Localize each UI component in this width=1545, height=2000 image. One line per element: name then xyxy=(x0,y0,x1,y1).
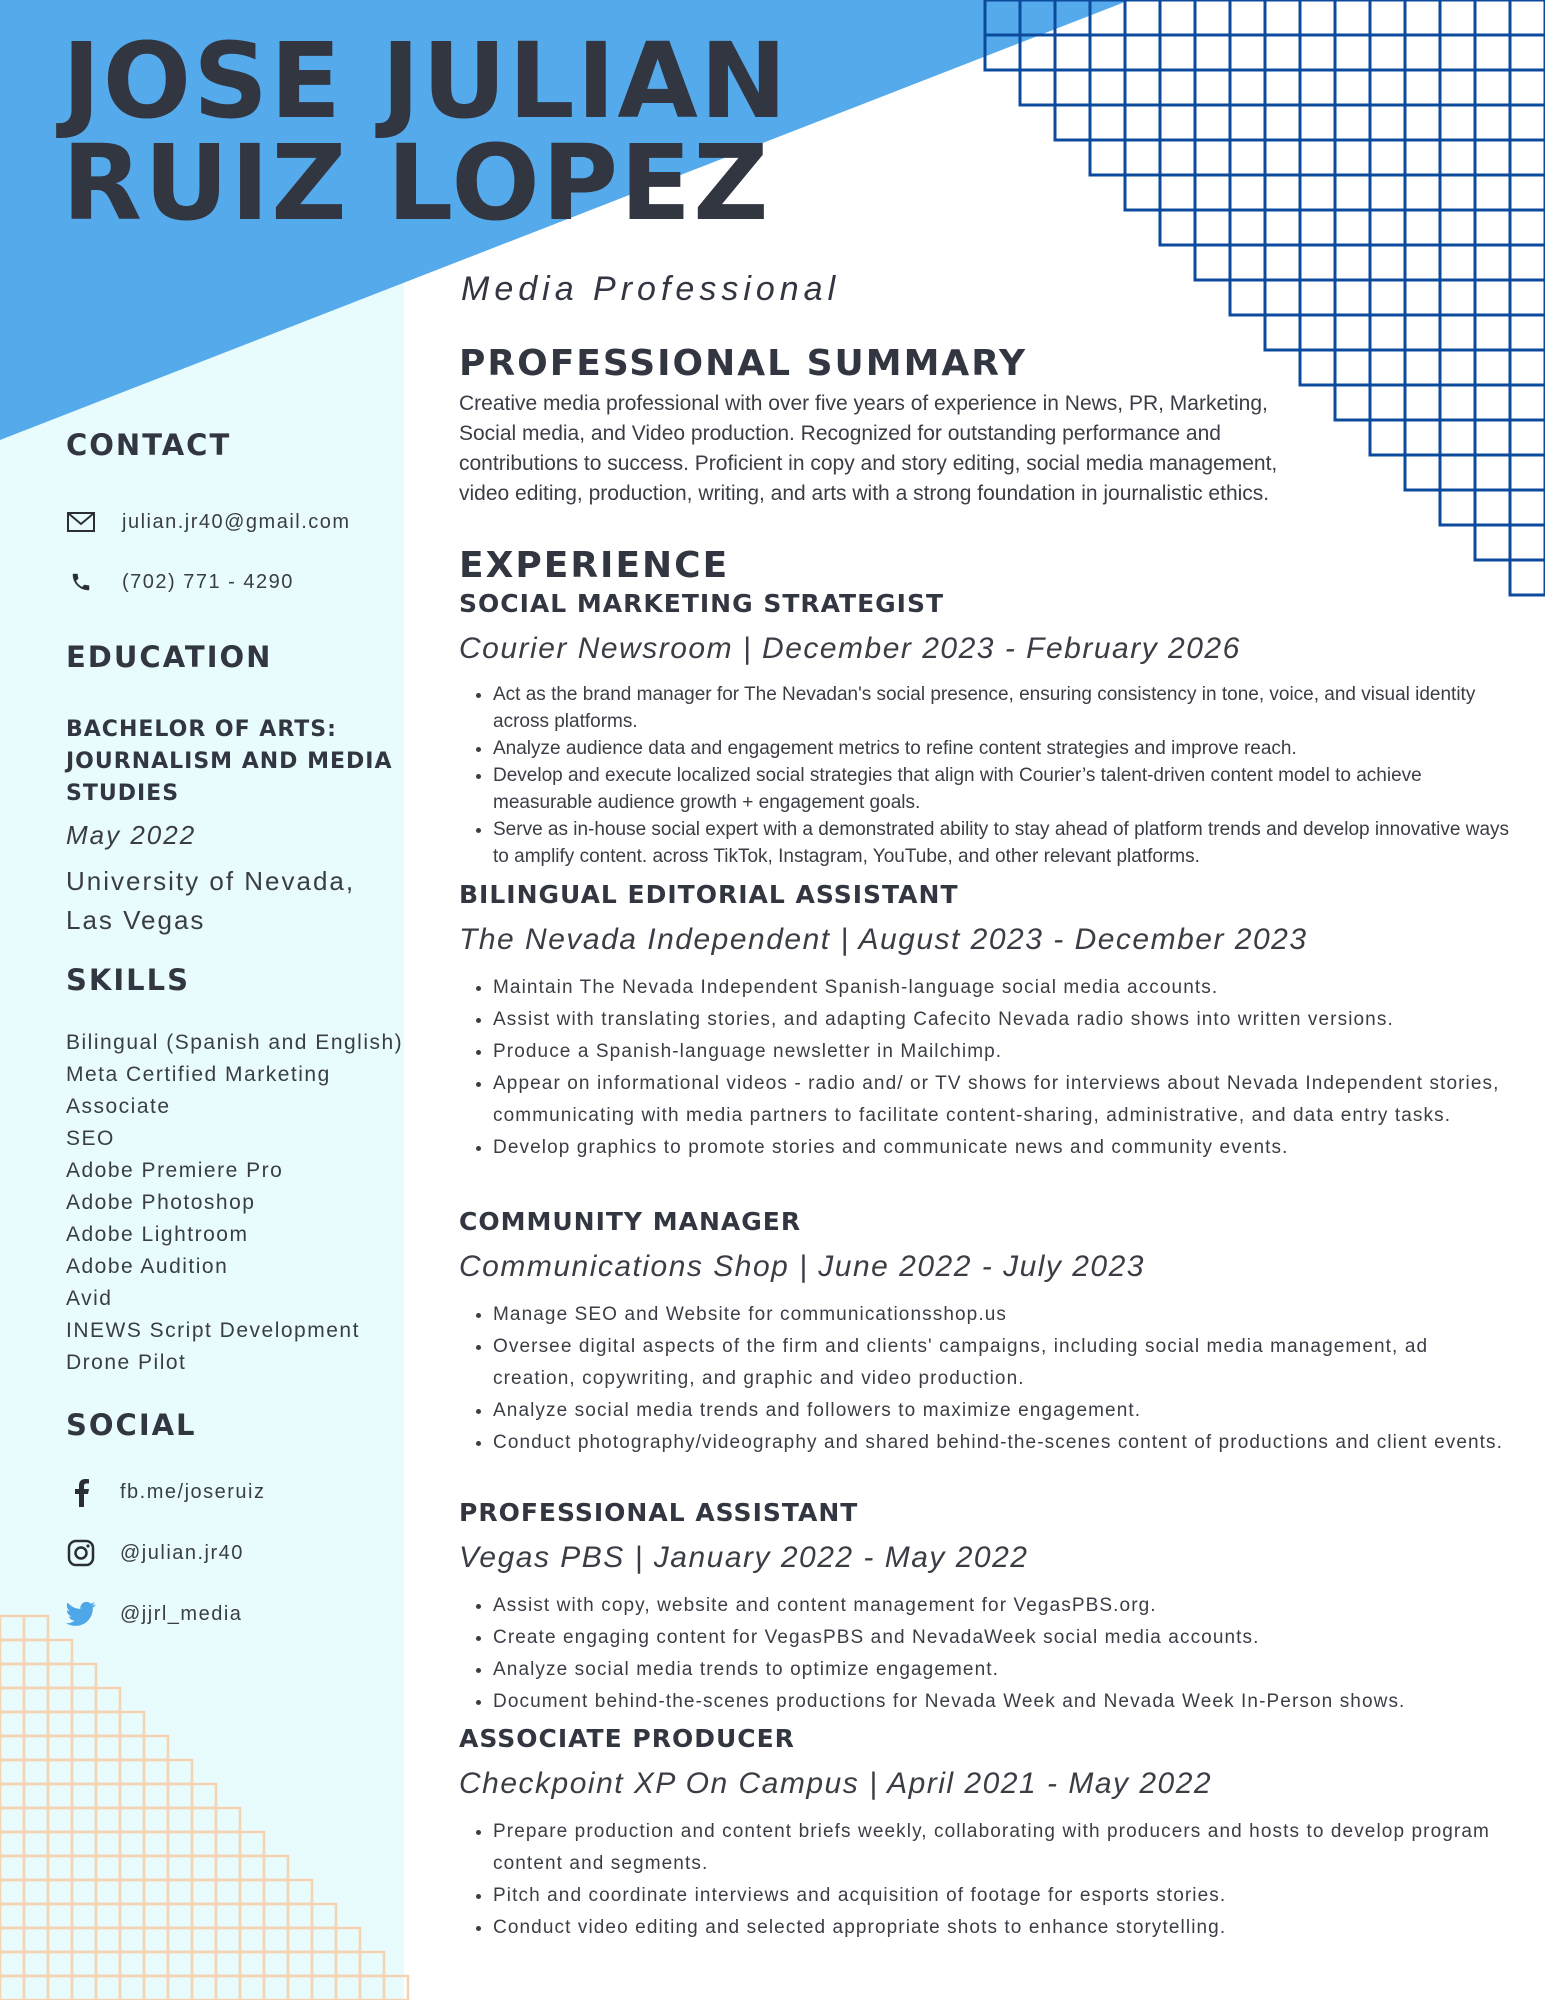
grid-cell xyxy=(1405,420,1440,455)
job-entry-4 xyxy=(459,1496,1509,1718)
grid-cell xyxy=(1475,490,1510,525)
grid-cell xyxy=(1300,210,1335,245)
grid-cell xyxy=(1230,210,1265,245)
grid-cell xyxy=(1440,280,1475,315)
grid-cell xyxy=(1510,70,1545,105)
grid-cell xyxy=(1195,210,1230,245)
skill-item: INEWS Script Development xyxy=(66,1319,360,1342)
grid-cell xyxy=(1475,175,1510,210)
grid-cell xyxy=(1090,70,1125,105)
grid-cell xyxy=(1440,105,1475,140)
grid-cell xyxy=(1510,210,1545,245)
education-school: University of Nevada, Las Vegas xyxy=(66,866,356,935)
grid-cell xyxy=(1370,420,1405,455)
job-bullets xyxy=(459,1590,1509,1718)
instagram-handle: @julian.jr40 xyxy=(120,1541,244,1564)
skill-item: Adobe Audition xyxy=(66,1255,229,1278)
job-bullet: • Prepare production and content briefs weekly, collaborating with producers and hosts to develop program content and segments. xyxy=(493,1816,1509,1880)
grid-cell xyxy=(1440,35,1475,70)
grid-cell xyxy=(1300,245,1335,280)
skills-heading: SKILLS xyxy=(66,963,190,997)
grid-cell xyxy=(1475,245,1510,280)
grid-cell xyxy=(1300,280,1335,315)
grid-cell xyxy=(1300,350,1335,385)
grid-cell xyxy=(1475,280,1510,315)
grid-cell xyxy=(1125,105,1160,140)
job-bullet: • Conduct video editing and selected appropriate shots to enhance storytelling. xyxy=(493,1912,1509,1944)
grid-cell xyxy=(1510,35,1545,70)
grid-cell xyxy=(1405,385,1440,420)
grid-cell xyxy=(1230,35,1265,70)
grid-cell xyxy=(1440,490,1475,525)
grid-cell xyxy=(1335,140,1370,175)
grid-cell xyxy=(1195,70,1230,105)
grid-cell xyxy=(1510,140,1545,175)
grid-cell xyxy=(1405,0,1440,35)
grid-cell xyxy=(1055,70,1090,105)
grid-cell xyxy=(1440,455,1475,490)
grid-cell xyxy=(1020,70,1055,105)
grid-cell xyxy=(1405,175,1440,210)
grid-cell xyxy=(1265,175,1300,210)
grid-cell xyxy=(1230,105,1265,140)
grid-cell xyxy=(1335,280,1370,315)
grid-cell xyxy=(1510,490,1545,525)
job-bullets xyxy=(459,681,1509,870)
job-bullets xyxy=(459,972,1509,1164)
grid-cell xyxy=(1125,70,1160,105)
twitter-icon xyxy=(66,1599,96,1629)
skill-item: Avid xyxy=(66,1287,113,1310)
skill-item: Bilingual (Spanish and English) xyxy=(66,1031,404,1054)
grid-cell xyxy=(1370,175,1405,210)
job-bullet: • Conduct photography/videography and shared behind-the-scenes content of productions and client events. xyxy=(493,1427,1509,1459)
grid-cell xyxy=(1440,175,1475,210)
job-bullet: • Analyze audience data and engagement metrics to refine content strategies and improve reach. xyxy=(493,735,1509,762)
grid-cell xyxy=(1300,70,1335,105)
job-role: BILINGUAL EDITORIAL ASSISTANT xyxy=(459,880,959,909)
grid-cell xyxy=(1475,35,1510,70)
job-entry-5 xyxy=(459,1722,1509,1944)
job-role: ASSOCIATE PRODUCER xyxy=(459,1724,795,1753)
job-entry-2 xyxy=(459,878,1509,1164)
contact-email[interactable] xyxy=(66,507,351,537)
contact-phone[interactable] xyxy=(66,567,294,597)
grid-cell xyxy=(1125,140,1160,175)
grid-cell xyxy=(1440,385,1475,420)
grid-cell xyxy=(1370,280,1405,315)
summary-text: Creative media professional with over five years of experience in News, PR, Marketing, Social media, and Video production. Recognized for outstanding performance and contributions to success. Proficient in copy and story editing, social media management, video editing, production, writing, and arts with a strong foundation in journalistic ethics. xyxy=(459,392,1278,505)
twitter-handle: @jjrl_media xyxy=(120,1602,243,1625)
grid-cell xyxy=(1405,105,1440,140)
skill-item: Adobe Lightroom xyxy=(66,1223,249,1246)
grid-cell xyxy=(1195,140,1230,175)
grid-cell xyxy=(1475,350,1510,385)
job-title: Media Professional xyxy=(461,270,841,308)
job-bullets xyxy=(459,1299,1509,1459)
education-date: May 2022 xyxy=(66,820,197,850)
grid-cell xyxy=(1475,70,1510,105)
facebook-icon xyxy=(66,1477,96,1507)
education-degree: BACHELOR OF ARTS: JOURNALISM AND MEDIA STUDIES xyxy=(66,717,393,806)
grid-cell xyxy=(1510,350,1545,385)
job-bullet: • Develop and execute localized social strategies that align with Courier’s talent-driven content model to achieve measurable audience growth + engagement goals. xyxy=(493,762,1509,816)
grid-cell xyxy=(1405,315,1440,350)
grid-cell xyxy=(1405,455,1440,490)
job-bullet: • Appear on informational videos - radio and/ or TV shows for interviews about Nevada Independent stories, communicating with media partners to facilitate content-sharing, administrative, and data entry tasks. xyxy=(493,1068,1509,1132)
grid-cell xyxy=(1125,35,1160,70)
grid-cell xyxy=(1440,140,1475,175)
skill-item: Meta Certified Marketing xyxy=(66,1063,331,1086)
job-bullets xyxy=(459,1816,1509,1944)
grid-cell xyxy=(1300,105,1335,140)
grid-cell xyxy=(1125,0,1160,35)
job-bullet: • Assist with copy, website and content management for VegasPBS.org. xyxy=(493,1590,1509,1622)
grid-cell xyxy=(1405,140,1440,175)
grid-cell xyxy=(1510,175,1545,210)
job-org-dates: Communications Shop | June 2022 - July 2023 xyxy=(459,1250,1145,1283)
grid-cell xyxy=(1300,175,1335,210)
grid-cell xyxy=(1370,385,1405,420)
experience-heading: EXPERIENCE xyxy=(459,545,730,586)
grid-cell xyxy=(1265,245,1300,280)
grid-cell xyxy=(1510,315,1545,350)
grid-cell xyxy=(1195,105,1230,140)
job-org-dates: Courier Newsroom | December 2023 - February 2026 xyxy=(459,632,1241,665)
instagram-icon xyxy=(66,1538,96,1568)
job-bullet: • Oversee digital aspects of the firm and clients' campaigns, including social media management, ad creation, copywriting, and graphic and video production. xyxy=(493,1331,1509,1395)
candidate-name xyxy=(62,20,789,244)
grid-cell xyxy=(1265,105,1300,140)
grid-cell xyxy=(1440,0,1475,35)
grid-cell xyxy=(1195,35,1230,70)
grid-cell xyxy=(1335,175,1370,210)
grid-cell xyxy=(1475,420,1510,455)
grid-cell xyxy=(1265,0,1300,35)
grid-cell xyxy=(1335,350,1370,385)
phone-icon xyxy=(66,567,96,597)
grid-cell xyxy=(1440,315,1475,350)
grid-cell xyxy=(1160,0,1195,35)
grid-cell xyxy=(1300,315,1335,350)
grid-cell xyxy=(1160,140,1195,175)
job-org-dates: Vegas PBS | January 2022 - May 2022 xyxy=(459,1541,1029,1574)
grid-cell xyxy=(1475,315,1510,350)
job-role: COMMUNITY MANAGER xyxy=(459,1207,802,1236)
grid-cell xyxy=(1405,70,1440,105)
grid-cell xyxy=(1335,35,1370,70)
summary-heading: PROFESSIONAL SUMMARY xyxy=(459,343,1028,384)
grid-cell xyxy=(1510,105,1545,140)
job-bullet: • Analyze social media trends and followers to maximize engagement. xyxy=(493,1395,1509,1427)
grid-cell xyxy=(1335,210,1370,245)
phone-text: (702) 771 - 4290 xyxy=(122,570,294,593)
grid-cell xyxy=(1440,245,1475,280)
grid-cell xyxy=(1265,315,1300,350)
grid-cell xyxy=(1160,105,1195,140)
grid-cell xyxy=(1300,35,1335,70)
grid-cell xyxy=(1335,70,1370,105)
job-bullet: • Maintain The Nevada Independent Spanish-language social media accounts. xyxy=(493,972,1509,1004)
skills-list xyxy=(66,1027,403,1379)
grid-cell xyxy=(1510,420,1545,455)
job-bullet: • Produce a Spanish-language newsletter in Mailchimp. xyxy=(493,1036,1509,1068)
grid-cell xyxy=(1405,35,1440,70)
grid-cell xyxy=(1335,0,1370,35)
grid-cell xyxy=(1510,245,1545,280)
skill-item: SEO xyxy=(66,1127,115,1150)
grid-cell xyxy=(1370,350,1405,385)
grid-cell xyxy=(1475,0,1510,35)
grid-cell xyxy=(1440,210,1475,245)
grid-cell xyxy=(1195,0,1230,35)
grid-cell xyxy=(1055,35,1090,70)
contact-heading: CONTACT xyxy=(66,428,232,462)
job-role: PROFESSIONAL ASSISTANT xyxy=(459,1498,859,1527)
grid-cell xyxy=(1160,210,1195,245)
grid-cell xyxy=(1230,70,1265,105)
grid-cell xyxy=(1090,35,1125,70)
education-heading: EDUCATION xyxy=(66,640,273,674)
grid-cell xyxy=(1510,385,1545,420)
grid-cell xyxy=(1265,35,1300,70)
job-bullet: • Pitch and coordinate interviews and acquisition of footage for esports stories. xyxy=(493,1880,1509,1912)
grid-cell xyxy=(1475,385,1510,420)
grid-cell xyxy=(1370,210,1405,245)
grid-cell xyxy=(1510,455,1545,490)
grid-cell xyxy=(1335,385,1370,420)
grid-cell xyxy=(1300,0,1335,35)
job-bullet: • Act as the brand manager for The Nevadan's social presence, ensuring consistency in tone, voice, and visual identity across platforms. xyxy=(493,681,1509,735)
grid-cell xyxy=(1335,245,1370,280)
grid-cell xyxy=(1475,525,1510,560)
grid-cell xyxy=(1160,35,1195,70)
grid-cell xyxy=(1405,245,1440,280)
grid-cell xyxy=(1090,140,1125,175)
social-instagram[interactable] xyxy=(66,1538,244,1568)
grid-cell xyxy=(1265,280,1300,315)
grid-cell xyxy=(1475,105,1510,140)
job-bullet: • Create engaging content for VegasPBS and NevadaWeek social media accounts. xyxy=(493,1622,1509,1654)
grid-cell xyxy=(1230,280,1265,315)
grid-cell xyxy=(1125,175,1160,210)
grid-cell xyxy=(1405,350,1440,385)
grid-cell xyxy=(1370,245,1405,280)
grid-cell xyxy=(1230,175,1265,210)
grid-cell xyxy=(1335,315,1370,350)
grid-cell xyxy=(1265,140,1300,175)
grid-cell xyxy=(1160,70,1195,105)
grid-cell xyxy=(1265,70,1300,105)
grid-cell xyxy=(1405,280,1440,315)
social-twitter[interactable] xyxy=(66,1599,242,1629)
grid-cell xyxy=(1370,0,1405,35)
grid-cell xyxy=(1055,105,1090,140)
job-bullet: • Manage SEO and Website for communicationsshop.us xyxy=(493,1299,1509,1331)
grid-cell xyxy=(1370,35,1405,70)
grid-cell xyxy=(1440,70,1475,105)
social-heading: SOCIAL xyxy=(66,1408,197,1442)
job-org-dates: The Nevada Independent | August 2023 - December 2023 xyxy=(459,923,1308,956)
job-bullet: • Analyze social media trends to optimize engagement. xyxy=(493,1654,1509,1686)
job-bullet: • Develop graphics to promote stories and communicate news and community events. xyxy=(493,1132,1509,1164)
grid-cell xyxy=(1370,105,1405,140)
job-bullet: • Serve as in-house social expert with a demonstrated ability to stay ahead of platform trends and develop innovative ways to amplify content. across TikTok, Instagram, YouTube, and other relevant platforms. xyxy=(493,816,1509,870)
name-line-2: RUIZ LOPEZ xyxy=(62,122,771,244)
grid-cell xyxy=(1300,140,1335,175)
grid-cell xyxy=(1370,140,1405,175)
grid-cell xyxy=(1230,140,1265,175)
grid-cell xyxy=(1440,420,1475,455)
grid-cell xyxy=(1370,70,1405,105)
grid-cell xyxy=(1230,0,1265,35)
grid-cell xyxy=(1510,0,1545,35)
grid-cell xyxy=(1440,350,1475,385)
grid-cell xyxy=(1230,245,1265,280)
name-line-1: JOSE JULIAN xyxy=(62,20,789,142)
grid-cell xyxy=(1475,210,1510,245)
job-role: SOCIAL MARKETING STRATEGIST xyxy=(459,589,945,618)
grid-cell xyxy=(1510,525,1545,560)
grid-cell xyxy=(1475,455,1510,490)
facebook-handle: fb.me/joseruiz xyxy=(120,1480,266,1503)
job-org-dates: Checkpoint XP On Campus | April 2021 - May 2022 xyxy=(459,1767,1213,1800)
skill-item: Associate xyxy=(66,1095,171,1118)
grid-cell xyxy=(1405,210,1440,245)
skill-item: Adobe Premiere Pro xyxy=(66,1159,284,1182)
social-facebook[interactable] xyxy=(66,1477,266,1507)
grid-cell xyxy=(1090,105,1125,140)
grid-cell xyxy=(1370,315,1405,350)
grid-cell xyxy=(1475,140,1510,175)
grid-cell xyxy=(1335,105,1370,140)
envelope-icon xyxy=(66,507,96,537)
email-text: julian.jr40@gmail.com xyxy=(122,510,351,533)
grid-cell xyxy=(1510,280,1545,315)
job-entry-1 xyxy=(459,587,1509,870)
grid-cell xyxy=(1510,560,1545,595)
grid-cell xyxy=(1265,210,1300,245)
job-bullet: • Document behind-the-scenes productions for Nevada Week and Nevada Week In-Person shows. xyxy=(493,1686,1509,1718)
skill-item: Drone Pilot xyxy=(66,1351,187,1374)
job-entry-3 xyxy=(459,1205,1509,1459)
grid-cell xyxy=(1195,245,1230,280)
skill-item: Adobe Photoshop xyxy=(66,1191,256,1214)
grid-cell xyxy=(1195,175,1230,210)
job-bullet: • Assist with translating stories, and adapting Cafecito Nevada radio shows into written versions. xyxy=(493,1004,1509,1036)
grid-cell xyxy=(1160,175,1195,210)
